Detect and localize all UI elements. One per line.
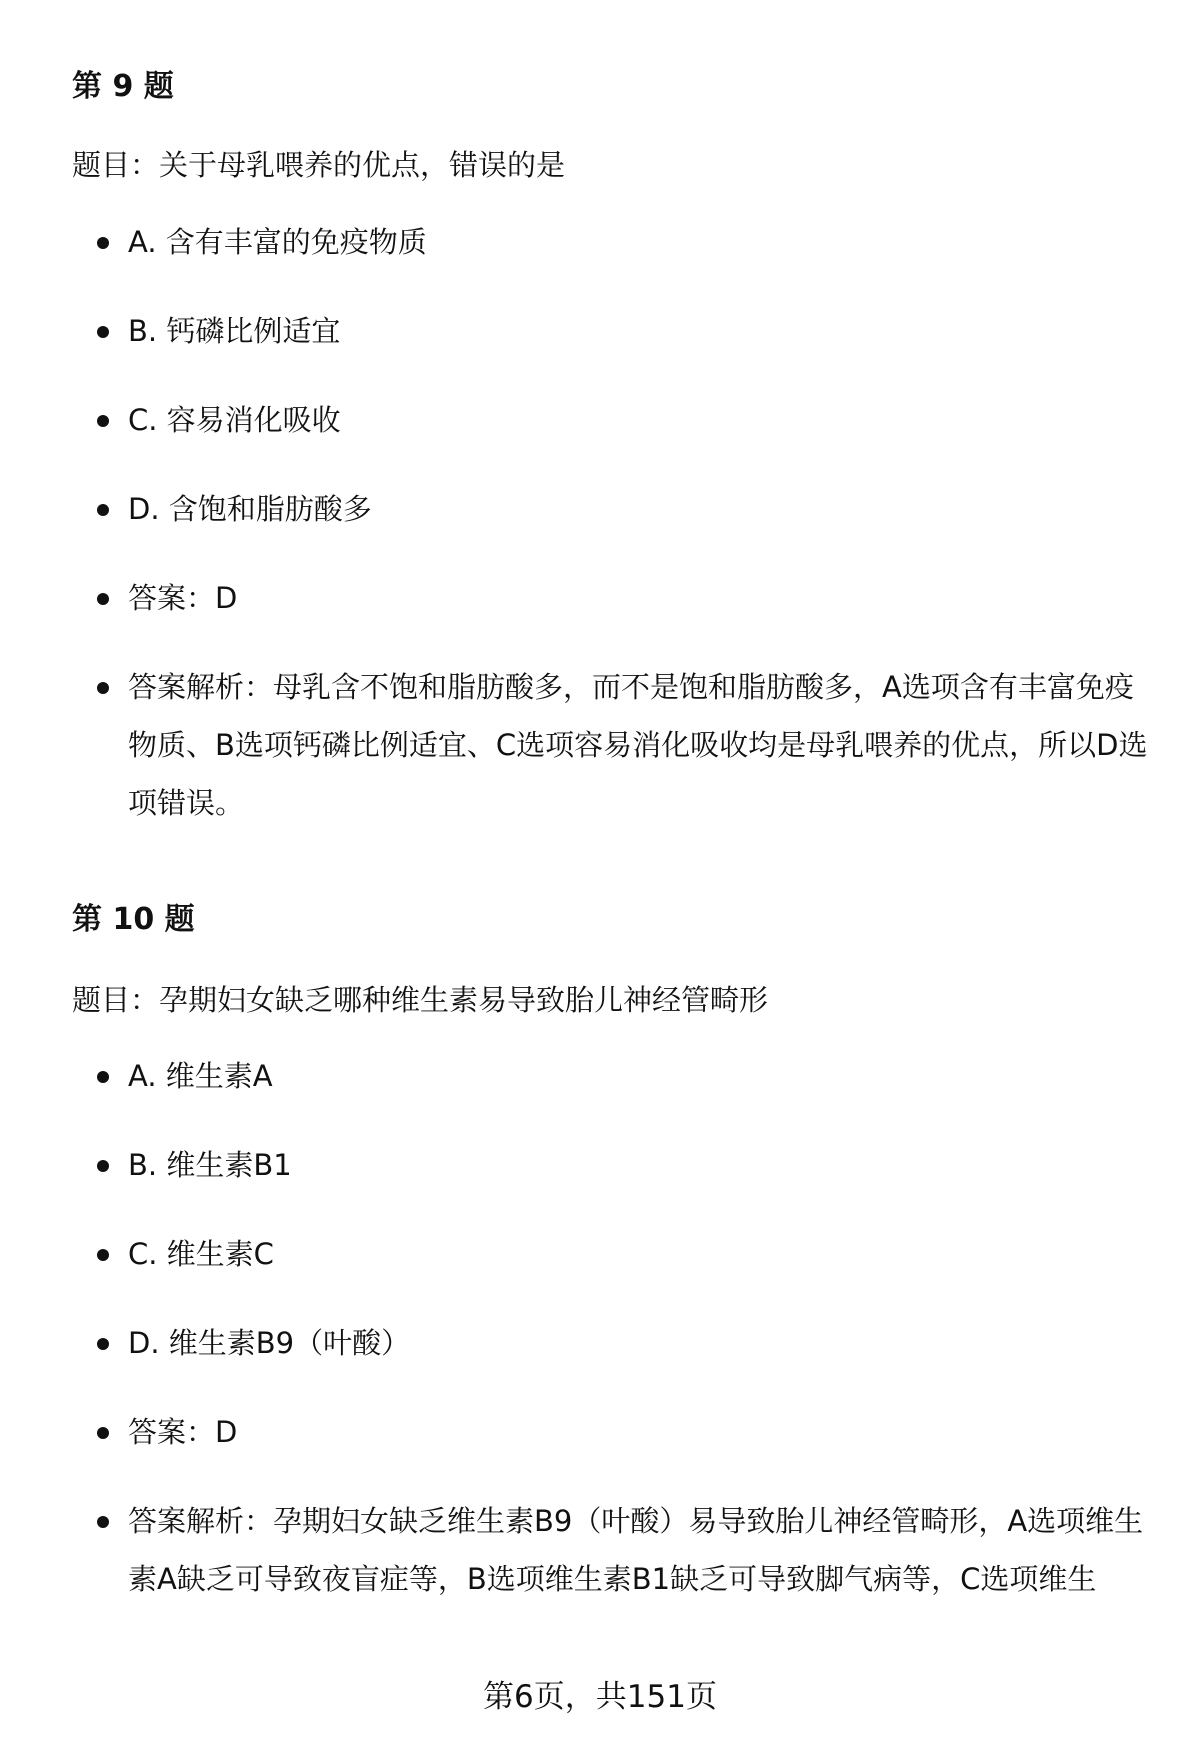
answer-item [0, 569, 1200, 627]
answer-text: 答案：D [128, 1415, 238, 1449]
bullet-icon [97, 415, 109, 427]
page-indicator: 第6页，共151页 [483, 1679, 717, 1715]
bullet-icon [97, 1516, 109, 1528]
option-text: D. 含饱和脂肪酸多 [128, 492, 372, 526]
bullet-icon [97, 1249, 109, 1261]
bullet-icon [97, 1160, 109, 1172]
question-9-stem: 题目：关于母乳喂养的优点，错误的是 [72, 148, 566, 182]
answer-item [0, 1403, 1200, 1461]
question-10-options [0, 1047, 1200, 1639]
bullet-icon [97, 682, 109, 694]
option-text: A. 含有丰富的免疫物质 [128, 225, 427, 259]
option-c [0, 1225, 1200, 1283]
question-10-title: 第 10 题 [72, 902, 195, 937]
option-text: B. 钙磷比例适宜 [128, 314, 341, 348]
bullet-icon [97, 1071, 109, 1083]
option-d [0, 1314, 1200, 1372]
option-text: C. 容易消化吸收 [128, 403, 341, 437]
bullet-icon [97, 326, 109, 338]
explanation-item [0, 1492, 1200, 1608]
question-9-title: 第 9 题 [72, 69, 174, 104]
option-c [0, 391, 1200, 449]
option-text: B. 维生素B1 [128, 1148, 292, 1182]
option-text: D. 维生素B9（叶酸） [128, 1326, 411, 1360]
answer-text: 答案：D [128, 581, 238, 615]
bullet-icon [97, 1427, 109, 1439]
explanation-text: 答案解析：母乳含不饱和脂肪酸多，而不是饱和脂肪酸多，A选项含有丰富免疫物质、B选项钙磷比例适宜、C选项容易消化吸收均是母乳喂养的优点，所以D选项错误。 [128, 670, 1148, 820]
question-10-stem: 题目：孕期妇女缺乏哪种维生素易导致胎儿神经管畸形 [72, 983, 769, 1017]
option-d [0, 480, 1200, 538]
bullet-icon [97, 593, 109, 605]
option-a [0, 213, 1200, 271]
option-a [0, 1047, 1200, 1105]
option-text: A. 维生素A [128, 1059, 273, 1093]
question-9-options [0, 213, 1200, 863]
explanation-item [0, 658, 1200, 832]
option-text: C. 维生素C [128, 1237, 274, 1271]
option-b [0, 302, 1200, 360]
bullet-icon [97, 1338, 109, 1350]
bullet-icon [97, 237, 109, 249]
bullet-icon [97, 504, 109, 516]
explanation-text: 答案解析：孕期妇女缺乏维生素B9（叶酸）易导致胎儿神经管畸形，A选项维生素A缺乏可导致夜盲症等，B选项维生素B1缺乏可导致脚气病等，C选项维生 [128, 1504, 1144, 1596]
option-b [0, 1136, 1200, 1194]
